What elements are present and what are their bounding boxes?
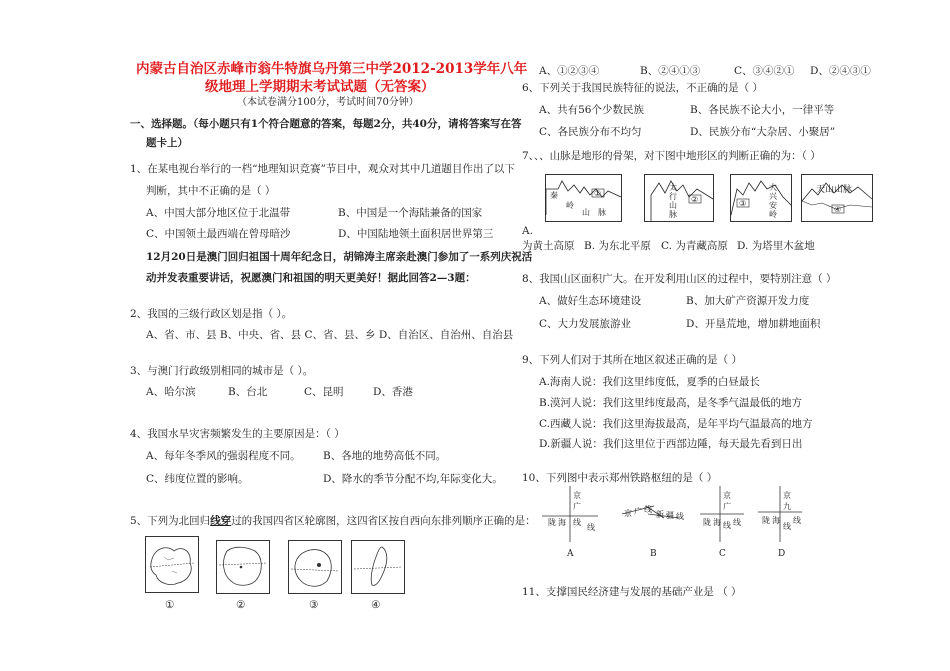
province-label-4: ④ [371, 599, 381, 611]
q7-option-b: B. 为东北平原 [584, 240, 651, 252]
passage-line-1: 12月20日是澳门回归祖国十周年纪念日，胡锦涛主席亲赴澳门参加了一系列庆祝活 [146, 251, 533, 263]
exam-note: （本试卷满分100分，考试时间70分钟） [237, 97, 419, 108]
mountain-diagram-1 [545, 174, 622, 222]
q1-stem-2: 判断，其中不正确的是（ ） [146, 185, 276, 197]
rail-label-a-1: 京 [573, 491, 581, 500]
q7-label-shan2: 山 [669, 201, 677, 210]
q1-option-c: C、中国领土最西端在曾母暗沙 [146, 228, 291, 240]
q7-option-a-letter: A. [522, 225, 533, 237]
q7-option-c: C. 为青藏高原 [661, 240, 728, 252]
q9-option-d: D.新疆人说：我们这里位于西部边陲，每天最先看到日出 [539, 438, 803, 450]
q7-label-da: 大 [769, 183, 777, 192]
province-label-3: ③ [309, 599, 319, 611]
q5-choice-a: A、①②③④ [539, 65, 600, 77]
rail-label-d-4: 陇 [762, 516, 770, 525]
rail-label-b-3: 线 [644, 505, 652, 514]
rail-label-b-5: 疆 [666, 511, 674, 520]
q10-letter-d: D [778, 549, 786, 559]
rail-label-a-5: 线 [573, 518, 581, 527]
rail-label-d-5: 海 [772, 516, 780, 525]
rail-label-a-3: 陇 [548, 518, 556, 527]
q7-label-mai: 脉 [598, 208, 606, 217]
rail-label-d-6: 线 [793, 516, 801, 525]
q7-label-qin: 秦 [550, 191, 558, 200]
mountain-shape-2 [645, 175, 713, 221]
mountain-shape-3 [731, 175, 791, 221]
rail-label-b-1: 京 [624, 509, 632, 518]
q4-option-a: A、每年冬季风的强弱程度不同。 [146, 450, 301, 462]
q9-option-c: C.西藏人说：我们这里海拔最高，是年平均气温最高的地方 [539, 418, 813, 430]
rail-label-a-2: 广 [573, 502, 581, 511]
q7-marker-3: ③ [739, 199, 747, 208]
q7-label-xing: 兴 [769, 192, 777, 201]
q7-label-mai2: 脉 [669, 210, 677, 219]
rail-label-d-1: 京 [783, 491, 791, 500]
mountain-diagram-4 [801, 174, 873, 222]
q1-stem-1: 1、在某电视台举行的一档“地理知识竞赛”节目中，观众对其中几道题目作出了以下 [130, 163, 515, 175]
province-outline-2 [217, 541, 269, 593]
q1-option-b: B、中国是一个海陆兼备的国家 [338, 207, 483, 219]
rail-label-d-3: 线 [783, 522, 791, 531]
q7-stem: 7、、、山脉是地形的骨架，对下图中地形区的判断正确的为：（ ） [522, 150, 821, 162]
q5-choice-c: C、③④②① [734, 65, 795, 77]
q2-stem: 2、我国的三级行政区划是指（ ）。 [130, 308, 293, 320]
q10-letter-a: A [567, 549, 574, 559]
q11-stem: 11、支撑国民经济建与发展的基础产业是 （ ） [522, 586, 742, 598]
q10-letter-c: C [719, 549, 726, 559]
rail-label-c-1: 京 [723, 491, 731, 500]
rail-label-c-3: 线 [723, 521, 731, 530]
passage-line-2: 动并发表重要讲话，祝愿澳门和祖国的明天更美好！据此回答2—3题： [146, 272, 476, 284]
title-line-2: 级地理上学期期末考试试题（无答案） [205, 79, 435, 95]
q8-stem: 8、我国山区面积广大。在开发利用山区的过程中，要特别注意（ ） [522, 273, 837, 285]
rail-label-b-4: 新 [656, 510, 664, 519]
q10-stem: 10、下列图中表示郑州铁路枢纽的是（ ） [522, 472, 718, 484]
q5-stem: 5、下列为北回归线穿过的我国四省区轮廓图，这四省区按自西向东排列顺序正确的是： [130, 515, 536, 527]
q7-marker-2: ② [691, 195, 699, 204]
mountain-diagram-2 [644, 174, 714, 222]
q3-option-c: C、昆明 [304, 386, 344, 398]
q5-choice-b: B、②④①③ [640, 65, 701, 77]
q4-stem: 4、我国水旱灾害频繁发生的主要原因是：（ ） [130, 428, 345, 440]
q4-option-c: C、纬度位置的影响。 [146, 473, 249, 485]
q1-option-a: A、中国大部分地区位于北温带 [146, 207, 291, 219]
q6-option-c: C、各民族分布不均匀 [539, 126, 642, 138]
rail-label-c-2: 广 [723, 502, 731, 511]
province-map-2 [216, 540, 270, 594]
q8-option-a: A、做好生态环境建设 [539, 295, 642, 307]
rail-label-c-6: 线 [733, 518, 741, 527]
q4-option-d: D、降水的季节分配不均,年际变化大。 [323, 473, 503, 485]
q7-label-an: 安 [769, 201, 777, 210]
q3-option-d: D、香港 [373, 386, 413, 398]
province-label-2: ② [236, 599, 246, 611]
q7-option-a: 为黄土高原 [522, 240, 575, 252]
rail-label-a-4: 海 [558, 518, 566, 527]
rail-label-d-2: 九 [783, 502, 791, 511]
q10-letter-b: B [650, 549, 657, 559]
province-outline-1 [146, 537, 198, 592]
q3-option-b: B、台北 [228, 386, 268, 398]
q3-option-a: A、哈尔滨 [146, 386, 196, 398]
mountain-diagram-3 [730, 174, 792, 222]
q7-label-hang: 行 [669, 192, 677, 201]
rail-label-c-4: 陇 [703, 518, 711, 527]
q6-option-a: A、共有56个少数民族 [539, 104, 644, 116]
section-heading-cont: 题卡上） [146, 137, 188, 149]
q1-option-d: D、中国陆地领土面积居世界第三 [338, 228, 494, 240]
q9-option-a: A.海南人说：我们这里纬度低，夏季的白昼最长 [539, 376, 760, 388]
province-map-1 [145, 536, 199, 593]
q7-marker-1: ① [594, 189, 602, 198]
q3-stem: 3、与澳门行政级别相同的城市是（ ）。 [130, 365, 314, 377]
title-line-1: 内蒙古自治区赤峰市翁牛特旗乌丹第三中学2012-2013学年八年 [136, 61, 528, 77]
q6-stem: 6、下列关于我国民族特征的说法，不正确的是（ ） [522, 82, 764, 94]
q7-label-shan: 山 [582, 208, 590, 217]
q7-label-tianshan: 天山山脉 [816, 185, 853, 195]
q9-option-b: B.漠河人说：我们这里纬度最高，是冬季气温最低的地方 [539, 397, 803, 409]
q8-option-d: D、开垦荒地，增加耕地面积 [686, 318, 821, 330]
rail-label-c-5: 海 [713, 518, 721, 527]
rail-label-b-6: 线 [676, 512, 684, 521]
q2-options: A、省、市、县 B、中央、省、县 C、省、县、乡 D、自治区、自治州、自治县 [146, 329, 514, 341]
province-outline-3 [289, 541, 341, 593]
q7-label-tai: 太 [669, 183, 677, 192]
rail-label-b-2: 广 [634, 507, 642, 516]
q7-option-d: D. 为塔里木盆地 [737, 240, 815, 252]
q5-choice-d: D、②④③① [810, 65, 871, 77]
q6-option-d: D、民族分布“大杂居、小聚居” [690, 126, 836, 138]
q8-option-c: C、大力发展旅游业 [539, 318, 632, 330]
province-map-4 [351, 540, 405, 594]
q9-stem: 9、下列人们对于其所在地区叙述正确的是（ ） [522, 354, 743, 366]
q7-label-ling: 岭 [566, 201, 574, 210]
q4-option-b: B、各地的地势高低不同。 [323, 450, 447, 462]
q7-marker-4: ④ [834, 205, 842, 214]
province-map-3 [288, 540, 342, 594]
q8-option-b: B、加大矿产资源开发力度 [686, 295, 810, 307]
section-heading: 一、选择题。（每小题只有1个符合题意的答案，每题2分，共40分，请将答案写在答 [130, 118, 522, 130]
q6-option-b: B、各民族不论大小，一律平等 [690, 104, 835, 116]
rail-label-a-6: 线 [587, 523, 595, 532]
province-label-1: ① [165, 599, 175, 611]
q7-label-ling2: 岭 [769, 210, 777, 219]
province-outline-4 [352, 541, 404, 593]
